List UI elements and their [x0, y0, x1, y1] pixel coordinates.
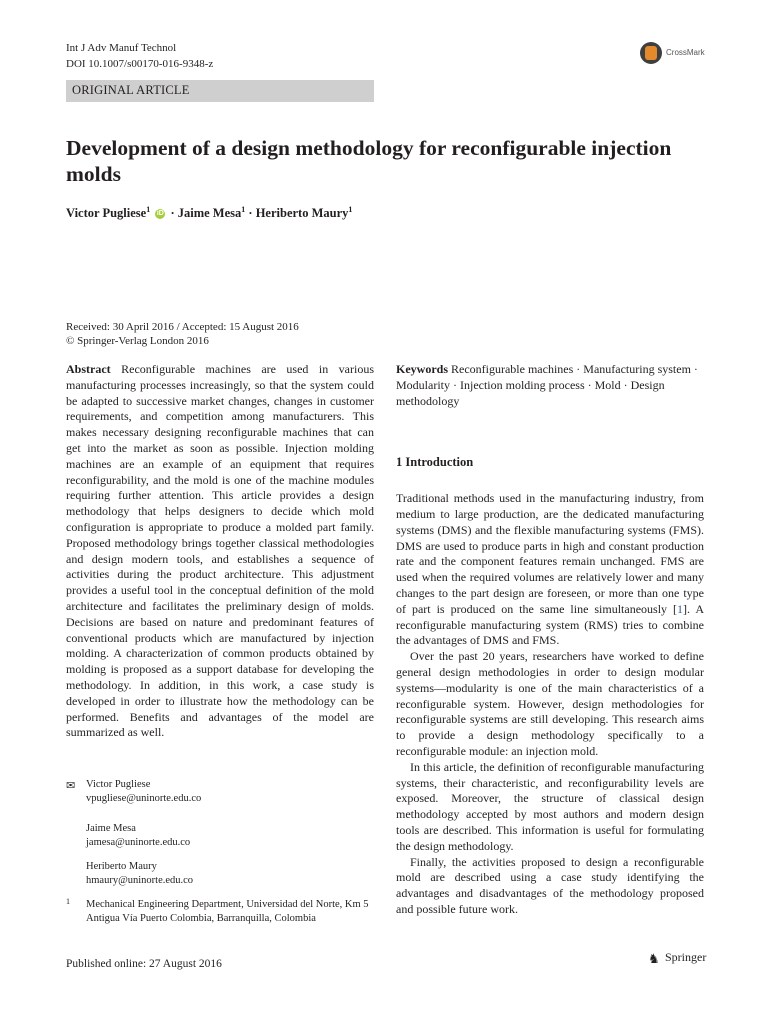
- author-name[interactable]: Jaime Mesa: [177, 206, 242, 221]
- contact-email[interactable]: vpugliese@uninorte.edu.co: [86, 793, 202, 804]
- keywords-section: [396, 362, 704, 409]
- envelope-icon: ✉: [66, 780, 76, 792]
- crossmark-label: CrossMark: [666, 48, 705, 57]
- article-type-label: ORIGINAL ARTICLE: [72, 83, 190, 97]
- affiliation-text: Mechanical Engineering Department, Universidad del Norte, Km 5 Antigua Vía Puerto Colombia, Barranquilla, Colombia: [86, 899, 369, 924]
- contact-email[interactable]: jamesa@uninorte.edu.co: [86, 837, 191, 848]
- citation-link[interactable]: 1: [677, 601, 684, 616]
- contact-entry: [86, 778, 346, 806]
- contact-entry: [86, 860, 346, 888]
- crossmark-icon: [640, 42, 662, 64]
- journal-header: [66, 40, 213, 72]
- contact-entry: [86, 822, 346, 850]
- journal-name: Int J Adv Manuf Technol: [66, 42, 177, 54]
- abstract-section: [66, 362, 374, 741]
- author-affil-mark: 1: [348, 205, 353, 214]
- keywords-heading: Keywords: [396, 362, 448, 376]
- contact-name: Jaime Mesa: [86, 823, 136, 834]
- intro-paragraph: Over the past 20 years, researchers have worked to define general design methodologies in order to design modular systems—modularity is one of the main characteristics of a reconfigurable system. However, design methodologies for reconfigurable systems are still developing. This research aims to provide a design methodology specifically to a reconfigurable module: an injection mold.: [396, 649, 704, 758]
- author-affil-mark: 1: [241, 205, 246, 214]
- abstract-text: Reconfigurable machines are used in various manufacturing processes increasingly, so that the system could be adapted to successive market changes, changes in customer requirements, and competition among manufacturers. This makes necessary designing reconfigurable machines that can get into the market as soon as possible. Injection molding machines are an example of an equipment that requires reconfigurability, and the mold is one of the machine modules requiring further attention. This article provides a design methodology that helps designers to decide which mold configuration is appropriate to produce a molded part family. Proposed methodology brings together classical methodologies and design modern tools, and establishes a sequence of activities during the product architecture. This adjustment provides a useful tool in the conceptual definition of the mold architecture and facilitates the preliminary design of molds. Decisions are based on nature and predominant features of conventional products which are manufactured by injection molding. A characterization of common products obtained by molding is proposed as a support database for developing the methodology. In addition, in this work, a case study is developed in order to illustrate how the methodology can be performed. Benefits and advantages of the model are summarized as well.: [66, 362, 375, 740]
- crossmark-badge[interactable]: [640, 42, 740, 66]
- publisher-logo: [648, 950, 706, 965]
- publisher-name: Springer: [665, 950, 707, 964]
- affiliation-number: 1: [66, 897, 70, 906]
- paper-title: Development of a design methodology for reconfigurable injection molds: [66, 136, 672, 186]
- intro-paragraph: In this article, the definition of reconfigurable manufacturing systems, their characteristic, and reconfigurability levels are exposed. Moreover, the structure of classical design methodology accepted by most authors and modern design tools are described. This information is useful for formulating the design methodology.: [396, 759, 704, 853]
- received-accepted-dates: Received: 30 April 2016 / Accepted: 15 August 2016: [66, 321, 299, 333]
- article-type-bar: [66, 80, 374, 102]
- section-heading-introduction: 1 Introduction: [396, 455, 474, 470]
- author-name[interactable]: Heriberto Maury: [255, 206, 349, 221]
- keywords-text: Reconfigurable machines · Manufacturing system · Modularity · Injection molding process · Mold · Design methodology: [396, 362, 698, 408]
- copyright-line: © Springer-Verlag London 2016: [66, 335, 209, 347]
- author-affil-mark: 1: [146, 205, 151, 214]
- contact-name: Heriberto Maury: [86, 861, 157, 872]
- intro-paragraph: Finally, the activities proposed to design a reconfigurable mold are described using a case study identifying the advantages and disadvantages of the methodology proposed and possible future work.: [396, 854, 704, 916]
- author-name[interactable]: Victor Pugliese: [66, 206, 147, 221]
- published-date: Published online: 27 August 2016: [66, 958, 222, 970]
- orcid-icon[interactable]: iD: [156, 210, 164, 218]
- author-list: Victor Pugliese$^1$ iD · Jaime Mesa$^1$ · Heriberto Maury$^1$: [66, 205, 353, 221]
- springer-horse-icon: ♞: [648, 951, 660, 967]
- contact-name: Victor Pugliese: [86, 779, 151, 790]
- intro-paragraph: Traditional methods used in the manufacturing industry, from medium to large production, are the dedicated manufacturing systems (DMS) and the flexible manufacturing systems (FMS). DMS are used to produce parts in high and constant production rate and the component features remain unchanged. FMS are used when the required volumes are relatively lower and many changes to the part design are foreseen, or more than one type of part is produced on the same line simultaneously [1]. A reconfigurable manufacturing system (RMS) tries to combine the advantages of DMS and FMS.: [396, 491, 705, 648]
- abstract-heading: Abstract: [66, 362, 111, 376]
- right-column: [396, 362, 704, 918]
- article-dates: [66, 320, 299, 348]
- contact-email[interactable]: hmaury@uninorte.edu.co: [86, 875, 194, 886]
- introduction-body: [396, 491, 704, 918]
- journal-doi[interactable]: DOI 10.1007/s00170-016-9348-z: [66, 58, 214, 70]
